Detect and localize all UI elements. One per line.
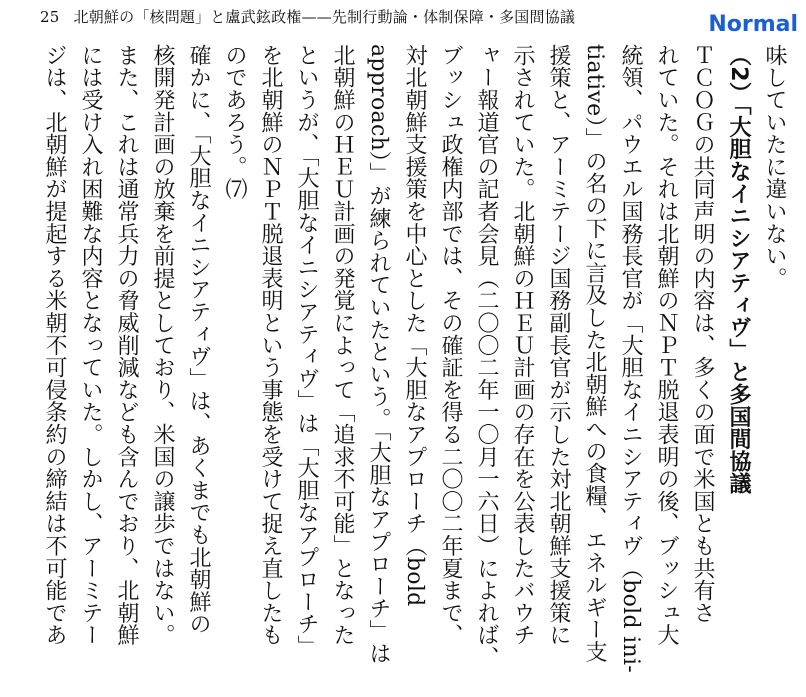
vertical-text-body	[4, 44, 792, 694]
running-title: 北朝鮮の「核問題」と盧武鉉政権——先制行動論・体制保障・多国間協議	[73, 8, 576, 26]
text-line: 核開発計画の放棄を前提としており、米国の譲歩ではない。	[150, 44, 175, 647]
text-line: tiative）」の名の下に言及した北朝鮮への食糧、エネルギー支	[582, 44, 607, 663]
normal-mode-label: Normal	[708, 12, 798, 37]
text-line: を北朝鮮のＮＰＴ脱退表明という事態を受けて捉え直したも	[258, 44, 283, 647]
text-line: 示されていた。北朝鮮のＨＥＵ計画の存在を公表したバウチ	[510, 44, 535, 647]
section-heading: （2）「大胆なイニシアティヴ」と多国間協議	[726, 44, 751, 495]
text-line: ャー報道官の記者会見（二〇〇二年一〇月一六日）によれば、	[474, 44, 499, 669]
text-line: 統領、パウエル国務長官が「大胆なイニシアティヴ（bold ini-	[618, 44, 643, 674]
text-line: ＴＣＯＧの共同声明の内容は、多くの面で米国とも共有さ	[690, 44, 715, 624]
text-line: ジは、北朝鮮が提起する米朝不可侵条約の締結は不可能であ	[42, 44, 67, 647]
text-line: また、これは通常兵力の脅威削減なども含んでおり、北朝鮮	[114, 44, 139, 647]
text-line: というが、「大胆なイニシアティヴ」は「大胆なアプローチ」	[294, 44, 319, 658]
page-number: 25	[40, 8, 60, 26]
text-line: 援策と、アーミテージ国務副長官が示した対北朝鮮支援策に	[546, 44, 571, 647]
text-line: approach）」が練られていたという。「大胆なアプローチ」は	[366, 44, 391, 665]
text-line: 味していたに違いない。	[762, 44, 787, 290]
text-line: のであろう。⑺	[222, 44, 247, 201]
text-line: 対北朝鮮支援策を中心とした「大胆なアプローチ（bold	[402, 44, 427, 607]
text-line: 北朝鮮のＨＥＵ計画の発覚によって「追求不可能」となった	[330, 44, 355, 647]
text-line: 確かに、「大胆なイニシアティヴ」は、あくまでも北朝鮮の	[186, 44, 211, 636]
text-line: には受け入れ困難な内容となっていた。しかし、アーミテー	[78, 44, 103, 647]
text-line: ブッシュ政権内部では、その確証を得る二〇〇二年夏まで、	[438, 44, 463, 647]
running-header	[40, 6, 575, 32]
text-line: れていた。それは北朝鮮のＮＰＴ脱退表明の後、ブッシュ大	[654, 44, 679, 647]
